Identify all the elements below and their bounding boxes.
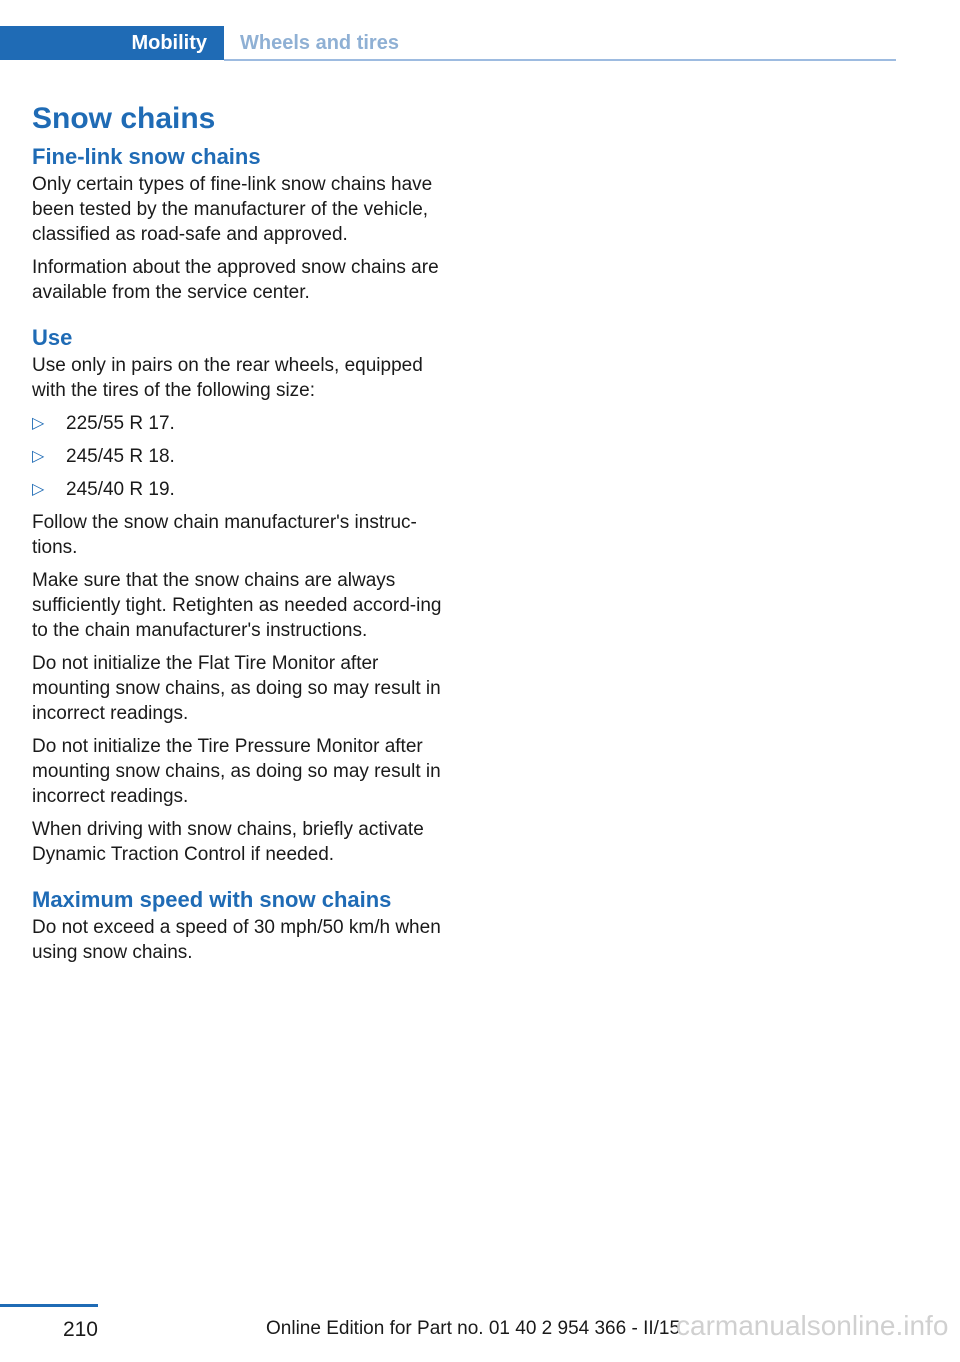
tire-size-list: [32, 411, 448, 502]
max-speed-paragraph: Do not exceed a speed of 30 mph/50 km/h when using snow chains.: [32, 917, 441, 963]
use-paragraph-2: Make sure that the snow chains are always sufficiently tight. Retighten as needed accord-ing to the chain manufacturer's instructions.: [32, 570, 442, 641]
tire-size: 245/40 R 19.: [66, 479, 175, 500]
fine-link-heading: Fine-link snow chains: [32, 144, 261, 169]
edition-text: Online Edition for Part no. 01 40 2 954 366 - II/15: [266, 1318, 681, 1339]
page-number-rule: [0, 1304, 98, 1307]
use-intro: Use only in pairs on the rear wheels, equipped with the tires of the following size:: [32, 355, 423, 401]
tire-size: 225/55 R 17.: [66, 413, 175, 434]
list-item: [32, 444, 448, 469]
section-tab: Mobility: [0, 26, 224, 60]
triangle-bullet-icon: ▷: [32, 415, 45, 432]
fine-link-paragraph-2: Information about the approved snow chains are available from the service center.: [32, 257, 439, 303]
use-paragraph-4: Do not initialize the Tire Pressure Monitor after mounting snow chains, as doing so may result in incorrect readings.: [32, 736, 441, 807]
use-paragraph-1: Follow the snow chain manufacturer's instruc-tions.: [32, 512, 417, 558]
max-speed-heading: Maximum speed with snow chains: [32, 887, 392, 912]
tire-size: 245/45 R 18.: [66, 446, 175, 467]
list-item: [32, 411, 448, 436]
use-paragraph-5: When driving with snow chains, briefly activate Dynamic Traction Control if needed.: [32, 819, 424, 865]
fine-link-paragraph-1: Only certain types of fine-link snow chains have been tested by the manufacturer of the vehicle, classified as road-safe and approved.: [32, 174, 433, 245]
watermark: carmanualsonline.info: [676, 1310, 949, 1341]
triangle-bullet-icon: ▷: [32, 481, 45, 498]
header-rule: [224, 59, 896, 61]
use-paragraph-3: Do not initialize the Flat Tire Monitor after mounting snow chains, as doing so may result in incorrect readings.: [32, 653, 441, 724]
page-title: Snow chains: [32, 102, 216, 135]
page-content: [32, 96, 448, 973]
triangle-bullet-icon: ▷: [32, 448, 45, 465]
list-item: [32, 477, 448, 502]
chapter-tab: Wheels and tires: [240, 32, 399, 54]
use-heading: Use: [32, 325, 73, 350]
page-header: [0, 26, 896, 62]
page-number: 210: [62, 1318, 98, 1341]
page-footer: [0, 1300, 960, 1362]
